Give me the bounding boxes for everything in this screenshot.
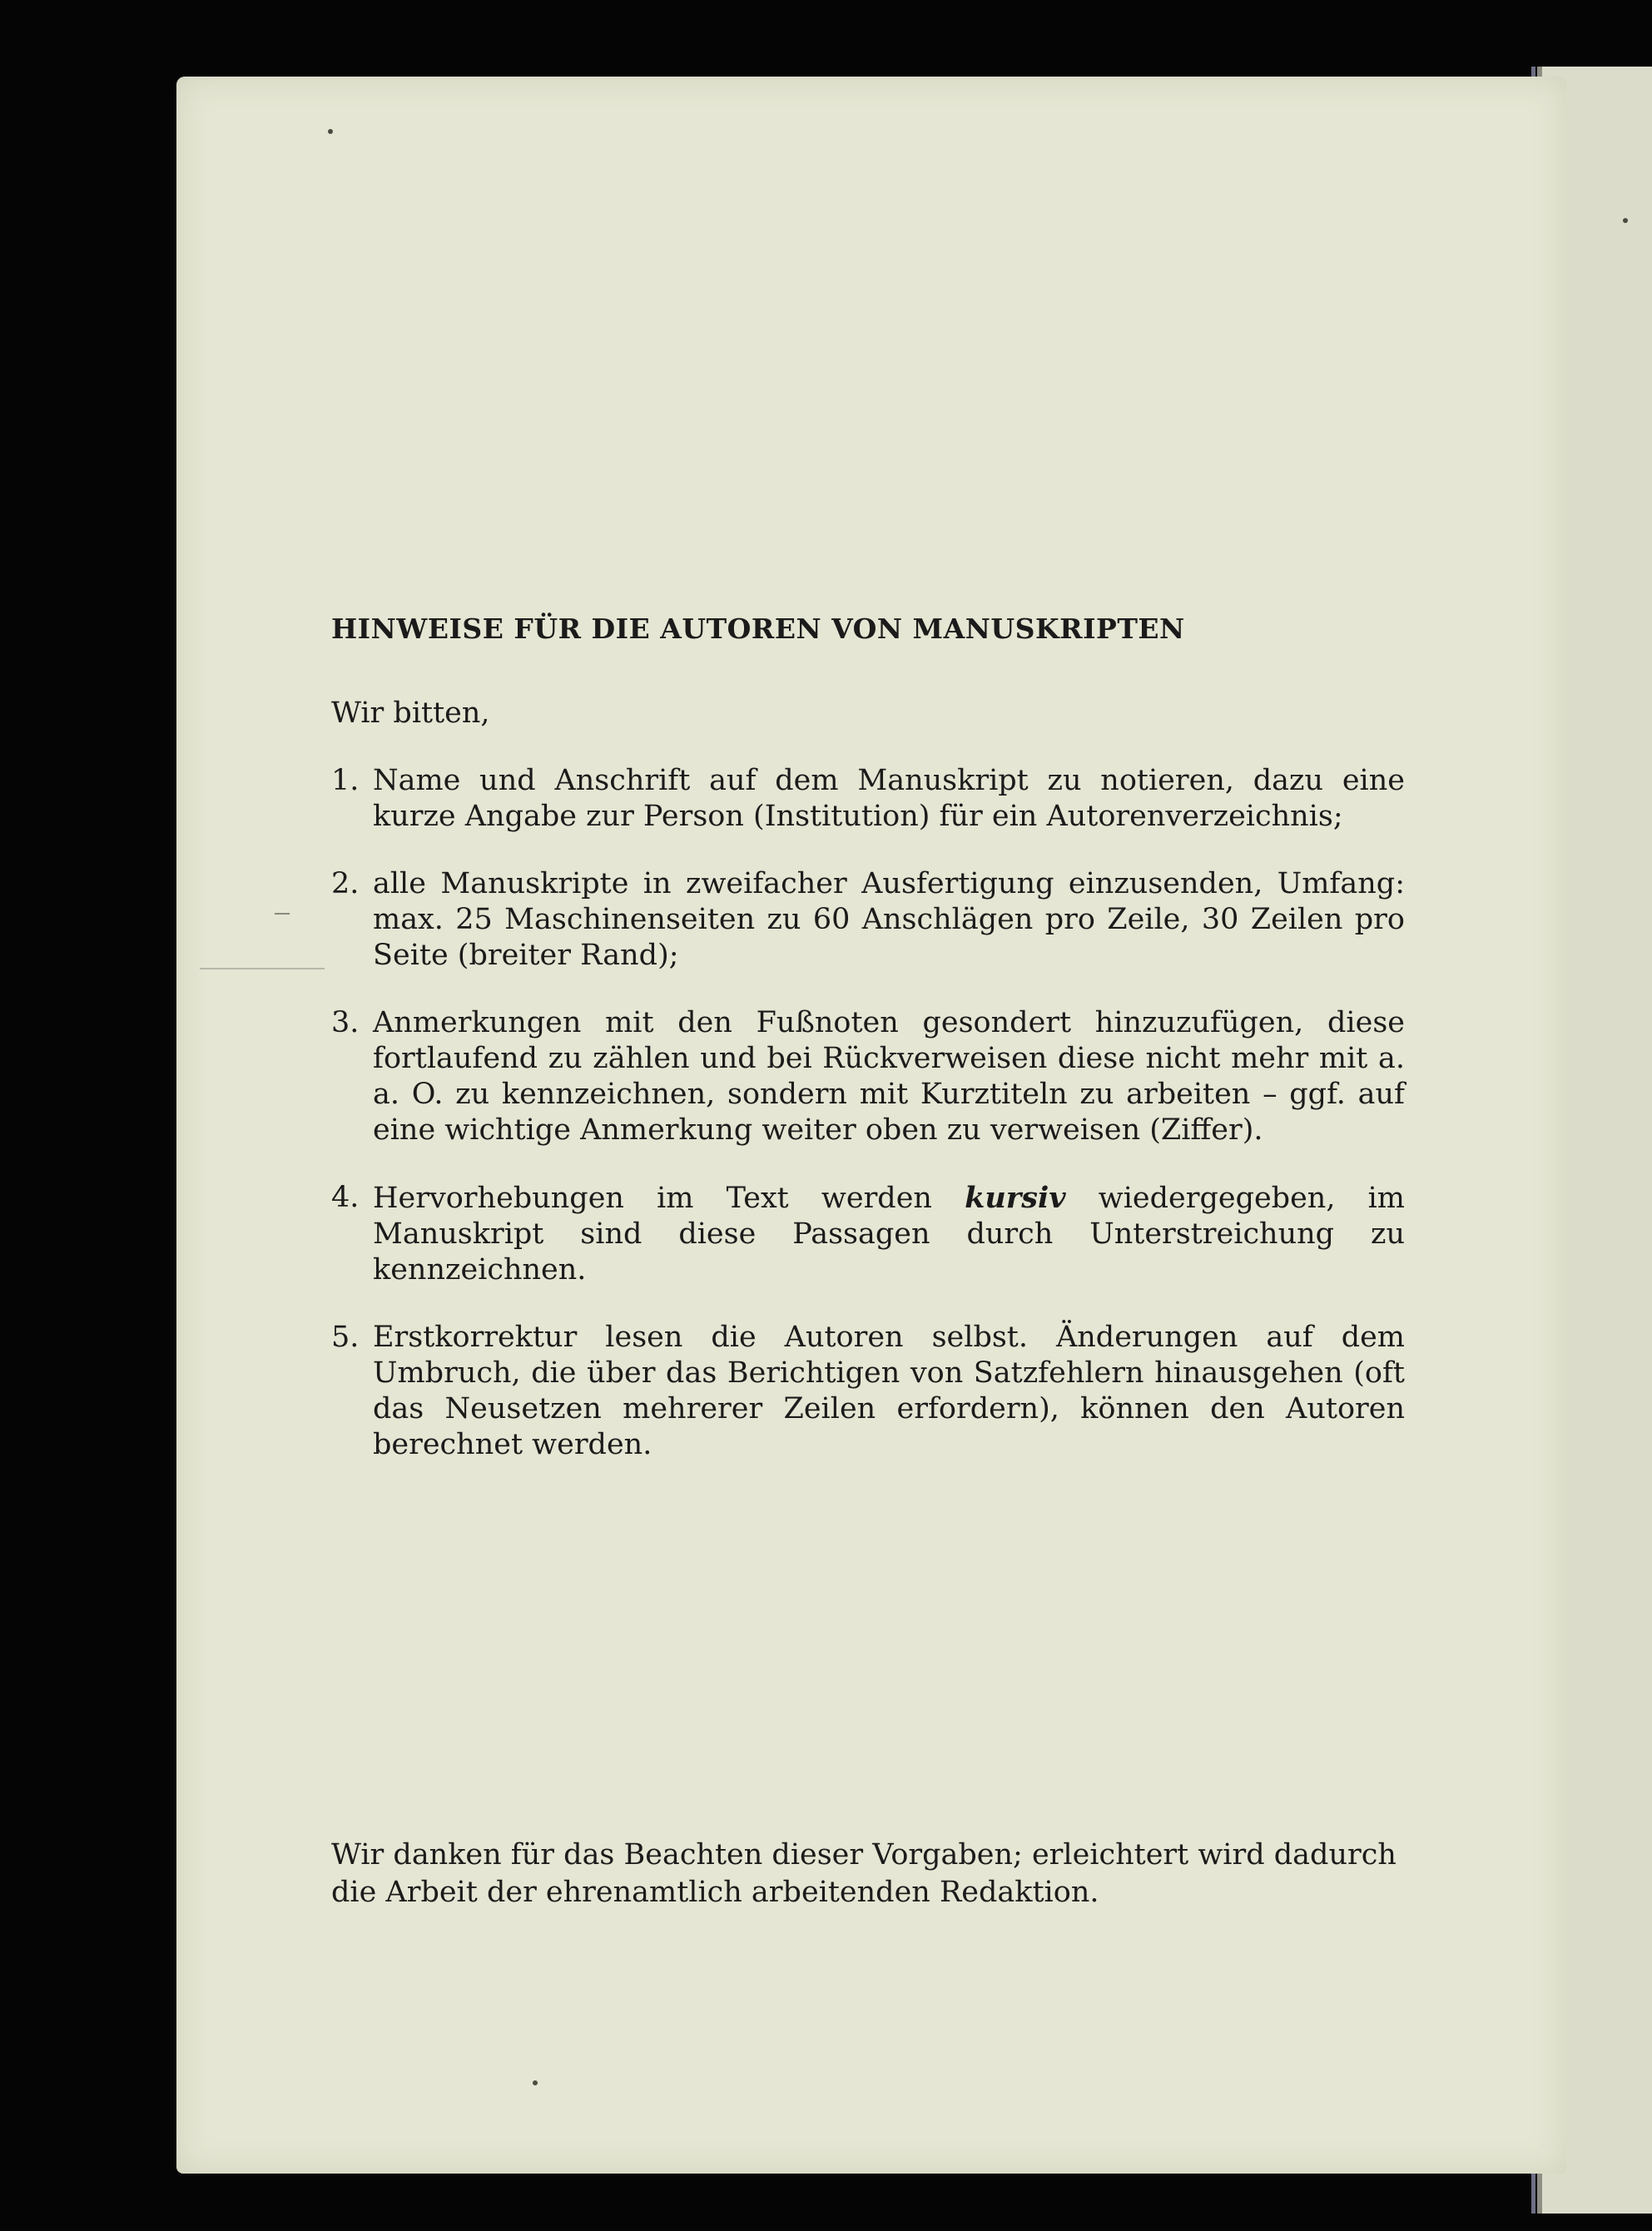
list-item-number: 1.	[331, 764, 360, 797]
list-item-text: Name und Anschrift auf dem Manuskript zu notieren, dazu eine kurze Angabe zur Person (Institution) für ein Autorenverzeichnis;	[373, 764, 1405, 833]
list-item-text-before: Hervorhebungen im Text werden	[373, 1182, 965, 1215]
list-item	[331, 763, 1405, 835]
list-item	[331, 1320, 1405, 1463]
intro-text: Wir bitten,	[331, 697, 490, 730]
list-item-number: 2.	[331, 867, 360, 900]
paper-speck	[533, 2080, 538, 2085]
emphasis-text: kursiv	[965, 1181, 1066, 1215]
list-item-text: alle Manuskripte in zweifacher Ausfertigung einzusenden, Umfang: max. 25 Maschinenseiten zu 60 Anschlägen pro Zeile, 30 Zeilen pro Seite (breiter Rand);	[373, 867, 1405, 972]
list-item-number: 3.	[331, 1006, 360, 1039]
page-title: HINWEISE FÜR DIE AUTOREN VON MANUSKRIPTEN	[331, 612, 1185, 645]
margin-mark	[200, 968, 325, 969]
closing-note: Wir danken für das Beachten dieser Vorgaben; erleichtert wird dadurch die Arbeit der ehrenamtlich arbeitenden Redaktion.	[331, 1838, 1397, 1909]
list-item-text: Erstkorrektur lesen die Autoren selbst. Änderungen auf dem Umbruch, die über das Berichtigen von Satzfehlern hinausgehen (oft das Neusetzen mehrerer Zeilen erfordern), können den Autoren berechnet werden.	[373, 1321, 1405, 1461]
paper-speck	[1623, 218, 1628, 223]
list-item	[331, 1005, 1405, 1148]
list-item-text: Anmerkungen mit den Fußnoten gesondert hinzuzufügen, diese fortlaufend zu zählen und bei Rückverweisen diese nicht mehr mit a. a. O. zu kennzeichnen, sondern mit Kurztiteln zu arbeiten – ggf. auf eine wichtige Anmerkung weiter oben zu verweisen (Ziffer).	[373, 1006, 1405, 1147]
list-item-number: 5.	[331, 1321, 360, 1354]
list-item-text-after: wiedergegeben, im Manuskript sind diese Passagen durch Unterstreichung zu kennzeichnen.	[373, 1182, 1405, 1287]
list-item	[331, 866, 1405, 974]
list-item	[331, 1180, 1405, 1288]
notes-content	[331, 612, 1405, 1495]
paper-speck	[328, 129, 333, 134]
margin-mark	[275, 913, 290, 915]
list-item-number: 4.	[331, 1181, 360, 1214]
list-item-text	[373, 1180, 1405, 1288]
